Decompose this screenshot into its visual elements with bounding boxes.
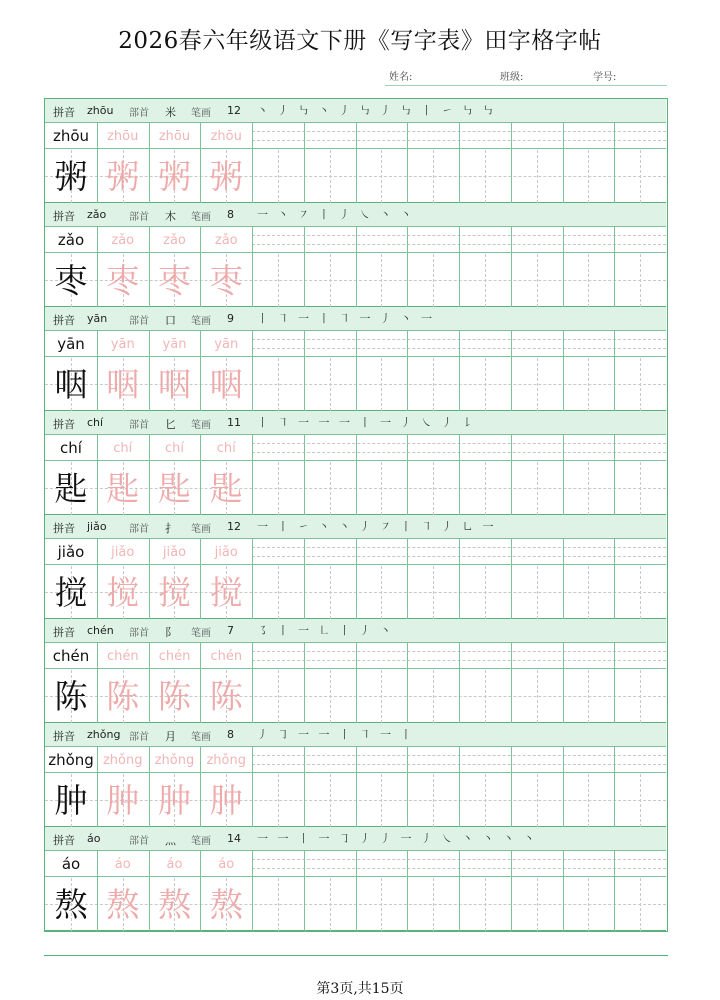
character-trace: 粥 (209, 157, 243, 196)
pinyin-value: zhǒng (87, 728, 121, 741)
character-trace: 咽 (106, 365, 140, 404)
radical-value: 扌 (165, 522, 176, 535)
grid-column-line (407, 643, 408, 723)
character-trace: 枣 (158, 261, 191, 300)
grid-midline-vertical (640, 150, 641, 203)
tian-zi-grid (45, 435, 666, 515)
student-number-label: 学号: (593, 72, 617, 83)
character-trace: 匙 (106, 469, 140, 508)
radical-label: 部首 (129, 836, 149, 847)
tian-zi-grid (45, 643, 666, 723)
grid-midline-vertical (278, 462, 279, 515)
grid-column-line (304, 331, 305, 411)
pinyin-trace: áo (114, 857, 131, 872)
character-model: 陈 (54, 677, 88, 716)
character-trace: 咽 (158, 365, 191, 404)
class-label: 班级: (500, 72, 524, 83)
character-trace: 肿 (106, 781, 140, 820)
grid-midline-vertical (433, 774, 434, 827)
pinyin-trace: zhōu (158, 129, 191, 144)
grid-midline-vertical (640, 358, 641, 411)
grid-midline-vertical (537, 878, 538, 931)
stroke-count-value: 7 (227, 624, 234, 637)
pinyin-model: zhōu (52, 127, 90, 145)
tian-zi-grid (45, 123, 666, 203)
pinyin-model: zhǒng (48, 751, 94, 769)
pinyin-label: 拼音 (53, 522, 75, 535)
grid-column-line (614, 747, 615, 827)
stroke-count-value: 12 (227, 104, 241, 117)
character-block (45, 411, 666, 515)
radical-label: 部首 (129, 524, 149, 535)
grid-midline-vertical (640, 774, 641, 827)
character-block (45, 723, 666, 827)
grid-midline-vertical (537, 462, 538, 515)
stroke-order: 丨 ㇕ 一 丨 ㇕ 一 丿 丶 一 (257, 312, 435, 325)
grid-column-line (407, 747, 408, 827)
character-info-band (45, 203, 666, 227)
grid-midline-vertical (330, 566, 331, 619)
grid-column-line (304, 435, 305, 515)
radical-value: 月 (165, 730, 176, 743)
character-info-band (45, 827, 666, 851)
stroke-count-label: 笔画 (191, 524, 211, 535)
grid-column-line (459, 643, 460, 723)
grid-midline-vertical (278, 774, 279, 827)
grid-midline-vertical (330, 670, 331, 723)
stroke-order: ㇌ 丨 一 ㇗ 丨 丿 丶 (257, 624, 394, 637)
character-block (45, 99, 666, 203)
pinyin-trace: jiǎo (111, 545, 135, 560)
character-trace: 枣 (209, 261, 243, 300)
grid-column-line (356, 539, 357, 619)
stroke-count-label: 笔画 (191, 836, 211, 847)
pinyin-trace: zhǒng (206, 753, 246, 768)
grid-midline-vertical (278, 150, 279, 203)
stroke-count-value: 9 (227, 312, 234, 325)
grid-column-line (459, 331, 460, 411)
character-trace: 匙 (209, 469, 243, 508)
grid-midline-vertical (588, 462, 589, 515)
character-block (45, 827, 666, 931)
grid-midline-vertical (330, 358, 331, 411)
grid-column-line (563, 227, 564, 307)
character-block (45, 619, 666, 723)
pinyin-trace: zǎo (214, 233, 238, 248)
grid-midline-vertical (278, 358, 279, 411)
pinyin-value: áo (87, 832, 101, 845)
radical-value: 匕 (165, 418, 176, 431)
tian-zi-grid (45, 539, 666, 619)
character-trace: 熬 (106, 885, 140, 924)
pinyin-trace: zhōu (107, 129, 139, 144)
grid-column-line (614, 331, 615, 411)
grid-midline-vertical (485, 566, 486, 619)
grid-midline-vertical (485, 878, 486, 931)
grid-midline-vertical (485, 774, 486, 827)
grid-column-line (511, 435, 512, 515)
character-info-band (45, 411, 666, 435)
character-trace: 匙 (158, 469, 191, 508)
character-trace: 搅 (158, 573, 191, 612)
grid-midline-vertical (485, 254, 486, 307)
pinyin-trace: yān (162, 337, 187, 352)
grid-column-line (511, 539, 512, 619)
character-block (45, 307, 666, 411)
grid-midline-vertical (278, 670, 279, 723)
grid-column-line (356, 331, 357, 411)
pinyin-value: zǎo (87, 208, 107, 221)
pinyin-label: 拼音 (53, 418, 75, 431)
character-trace: 枣 (106, 261, 140, 300)
pinyin-value: chén (87, 624, 114, 637)
character-trace: 肿 (209, 781, 243, 820)
grid-midline-vertical (433, 358, 434, 411)
grid-column-line (459, 851, 460, 931)
grid-column-line (459, 227, 460, 307)
grid-midline-vertical (381, 670, 382, 723)
pinyin-model: yān (57, 335, 85, 353)
pinyin-trace: zhǒng (154, 753, 195, 768)
grid-column-line (614, 539, 615, 619)
grid-midline-vertical (433, 150, 434, 203)
grid-midline-vertical (330, 774, 331, 827)
grid-column-line (563, 123, 564, 203)
character-block (45, 203, 666, 307)
radical-label: 部首 (129, 732, 149, 743)
pinyin-value: yān (87, 312, 108, 325)
grid-column-line (563, 643, 564, 723)
stroke-count-label: 笔画 (191, 420, 211, 431)
grid-column-line (511, 227, 512, 307)
grid-column-line (459, 539, 460, 619)
character-trace: 陈 (106, 677, 140, 716)
grid-midline-vertical (381, 878, 382, 931)
grid-midline-vertical (485, 670, 486, 723)
pinyin-model: zǎo (57, 231, 85, 249)
grid-midline-vertical (640, 878, 641, 931)
grid-column-line (356, 123, 357, 203)
grid-midline-vertical (537, 254, 538, 307)
pinyin-model: áo (61, 855, 81, 873)
grid-column-line (459, 123, 460, 203)
character-model: 搅 (54, 573, 88, 612)
grid-midline-vertical (485, 358, 486, 411)
grid-midline-vertical (433, 462, 434, 515)
info-underline (385, 85, 667, 86)
pinyin-label: 拼音 (53, 626, 75, 639)
grid-midline-vertical (588, 670, 589, 723)
grid-column-line (407, 227, 408, 307)
grid-midline-vertical (537, 774, 538, 827)
grid-column-line (614, 643, 615, 723)
radical-value: 灬 (165, 834, 176, 847)
grid-column-line (511, 123, 512, 203)
grid-column-line (614, 435, 615, 515)
pinyin-trace: jiǎo (214, 545, 238, 560)
grid-column-line (356, 747, 357, 827)
grid-midline-vertical (330, 254, 331, 307)
grid-column-line (563, 747, 564, 827)
character-model: 咽 (54, 365, 88, 404)
pinyin-value: jiǎo (87, 520, 107, 533)
pinyin-trace: chén (106, 649, 139, 664)
character-trace: 咽 (209, 365, 243, 404)
grid-midline-vertical (381, 774, 382, 827)
grid-midline-vertical (588, 566, 589, 619)
grid-column-line (407, 331, 408, 411)
character-model: 匙 (54, 469, 88, 508)
grid-midline-vertical (537, 150, 538, 203)
pinyin-label: 拼音 (53, 210, 75, 223)
pinyin-trace: zhǒng (102, 753, 143, 768)
grid-column-line (407, 123, 408, 203)
pinyin-trace: chí (113, 441, 133, 456)
pinyin-value: chí (87, 416, 104, 429)
grid-midline-vertical (330, 462, 331, 515)
grid-midline-vertical (433, 566, 434, 619)
stroke-count-label: 笔画 (191, 732, 211, 743)
bottom-divider (44, 955, 668, 956)
radical-label: 部首 (129, 108, 149, 119)
pinyin-trace: yān (214, 337, 239, 352)
grid-midline-vertical (433, 254, 434, 307)
pinyin-trace: zhōu (210, 129, 242, 144)
character-trace: 搅 (106, 573, 140, 612)
stroke-order: 一 丶 ㇇ 丨 丿 ㇏ 丶 丶 (257, 208, 415, 221)
page-number: 第3页,共15页 (316, 981, 404, 997)
pinyin-trace: áo (166, 857, 183, 872)
grid-column-line (356, 643, 357, 723)
grid-column-line (356, 227, 357, 307)
radical-label: 部首 (129, 628, 149, 639)
pinyin-value: zhōu (87, 104, 114, 117)
grid-column-line (304, 643, 305, 723)
grid-column-line (511, 643, 512, 723)
character-model: 肿 (54, 781, 88, 820)
grid-midline-vertical (381, 566, 382, 619)
character-info-band (45, 99, 666, 123)
pinyin-label: 拼音 (53, 730, 75, 743)
grid-midline-vertical (381, 462, 382, 515)
grid-midline-vertical (640, 462, 641, 515)
stroke-order: 丨 ㇕ 一 一 一 丨 一 丿 ㇏ 丿 ㇙ (257, 416, 476, 429)
grid-column-line (304, 747, 305, 827)
grid-midline-vertical (588, 150, 589, 203)
radical-label: 部首 (129, 316, 149, 327)
grid-midline-vertical (588, 774, 589, 827)
grid-column-line (511, 851, 512, 931)
pinyin-label: 拼音 (53, 834, 75, 847)
stroke-order: 一 丨 ㇀ 丶 丶 丿 ㇇ 丨 ㇕ 丿 ㇟ 一 (257, 520, 497, 533)
tian-zi-grid (45, 331, 666, 411)
grid-midline-vertical (640, 670, 641, 723)
stroke-count-value: 11 (227, 416, 241, 429)
grid-midline-vertical (485, 150, 486, 203)
character-model: 枣 (54, 261, 88, 300)
character-trace: 粥 (106, 157, 140, 196)
page-title: 2026春六年级语文下册《写字表》田字格字帖 (118, 28, 602, 54)
character-info-band (45, 307, 666, 331)
character-trace: 肿 (158, 781, 191, 820)
character-model: 粥 (54, 157, 88, 196)
stroke-count-value: 12 (227, 520, 241, 533)
character-info-band (45, 723, 666, 747)
grid-column-line (614, 123, 615, 203)
radical-label: 部首 (129, 420, 149, 431)
radical-label: 部首 (129, 212, 149, 223)
grid-midline-vertical (485, 462, 486, 515)
stroke-count-value: 8 (227, 208, 234, 221)
stroke-count-value: 14 (227, 832, 241, 845)
grid-column-line (511, 747, 512, 827)
stroke-count-label: 笔画 (191, 628, 211, 639)
grid-midline-vertical (588, 254, 589, 307)
grid-column-line (459, 435, 460, 515)
grid-midline-vertical (381, 358, 382, 411)
pinyin-model: jiǎo (57, 543, 85, 561)
pinyin-trace: chí (216, 441, 236, 456)
pinyin-trace: chí (165, 441, 184, 456)
grid-midline-vertical (640, 566, 641, 619)
grid-midline-vertical (433, 670, 434, 723)
grid-column-line (304, 851, 305, 931)
character-trace: 熬 (158, 885, 191, 924)
tian-zi-grid (45, 747, 666, 827)
pinyin-model: chí (60, 439, 82, 457)
grid-midline-vertical (278, 254, 279, 307)
radical-value: 木 (165, 210, 176, 223)
character-trace: 粥 (158, 157, 191, 196)
grid-midline-vertical (330, 150, 331, 203)
grid-column-line (563, 851, 564, 931)
grid-column-line (407, 539, 408, 619)
grid-column-line (304, 227, 305, 307)
grid-midline-vertical (588, 358, 589, 411)
stroke-count-value: 8 (227, 728, 234, 741)
grid-column-line (563, 435, 564, 515)
tian-zi-grid (45, 851, 666, 931)
grid-midline-vertical (537, 566, 538, 619)
grid-midline-vertical (278, 878, 279, 931)
grid-column-line (407, 851, 408, 931)
radical-value: 口 (165, 314, 176, 327)
pinyin-trace: chén (210, 649, 243, 664)
pinyin-model: chén (52, 647, 90, 665)
stroke-order: 丶 丿 ㇉ 丶 丿 ㇉ 丿 ㇉ 丨 ㇀ ㇉ ㇉ (257, 104, 497, 117)
practice-sheet (44, 98, 668, 932)
grid-midline-vertical (278, 566, 279, 619)
pinyin-trace: yān (110, 337, 135, 352)
grid-column-line (356, 435, 357, 515)
character-block (45, 515, 666, 619)
pinyin-trace: zǎo (163, 233, 186, 248)
grid-column-line (304, 539, 305, 619)
grid-midline-vertical (537, 670, 538, 723)
stroke-count-label: 笔画 (191, 316, 211, 327)
character-trace: 陈 (158, 677, 191, 716)
pinyin-trace: chén (158, 649, 191, 664)
pinyin-trace: jiǎo (162, 545, 187, 560)
grid-column-line (356, 851, 357, 931)
pinyin-trace: áo (218, 857, 235, 872)
grid-column-line (614, 227, 615, 307)
grid-midline-vertical (381, 150, 382, 203)
grid-column-line (511, 331, 512, 411)
grid-midline-vertical (330, 878, 331, 931)
grid-column-line (614, 851, 615, 931)
grid-column-line (563, 539, 564, 619)
grid-midline-vertical (588, 878, 589, 931)
character-info-band (45, 619, 666, 643)
character-info-band (45, 515, 666, 539)
stroke-order: 一 一 丨 一 ㇆ 丿 丿 一 丿 ㇏ 丶 丶 丶 丶 (257, 832, 538, 845)
character-trace: 陈 (209, 677, 243, 716)
stroke-count-label: 笔画 (191, 108, 211, 119)
pinyin-trace: zǎo (111, 233, 135, 248)
grid-midline-vertical (381, 254, 382, 307)
grid-column-line (563, 331, 564, 411)
character-model: 熬 (54, 885, 88, 924)
grid-column-line (304, 123, 305, 203)
tian-zi-grid (45, 227, 666, 307)
grid-midline-vertical (640, 254, 641, 307)
stroke-order: 丿 ㇆ 一 一 丨 ㇕ 一 丨 (257, 728, 415, 741)
name-label: 姓名: (389, 72, 413, 83)
grid-midline-vertical (537, 358, 538, 411)
radical-value: 阝 (165, 626, 176, 639)
grid-column-line (459, 747, 460, 827)
radical-value: 米 (165, 106, 176, 119)
pinyin-label: 拼音 (53, 314, 75, 327)
character-trace: 搅 (209, 573, 243, 612)
grid-midline-vertical (433, 878, 434, 931)
pinyin-label: 拼音 (53, 106, 75, 119)
character-trace: 熬 (209, 885, 243, 924)
stroke-count-label: 笔画 (191, 212, 211, 223)
grid-column-line (407, 435, 408, 515)
